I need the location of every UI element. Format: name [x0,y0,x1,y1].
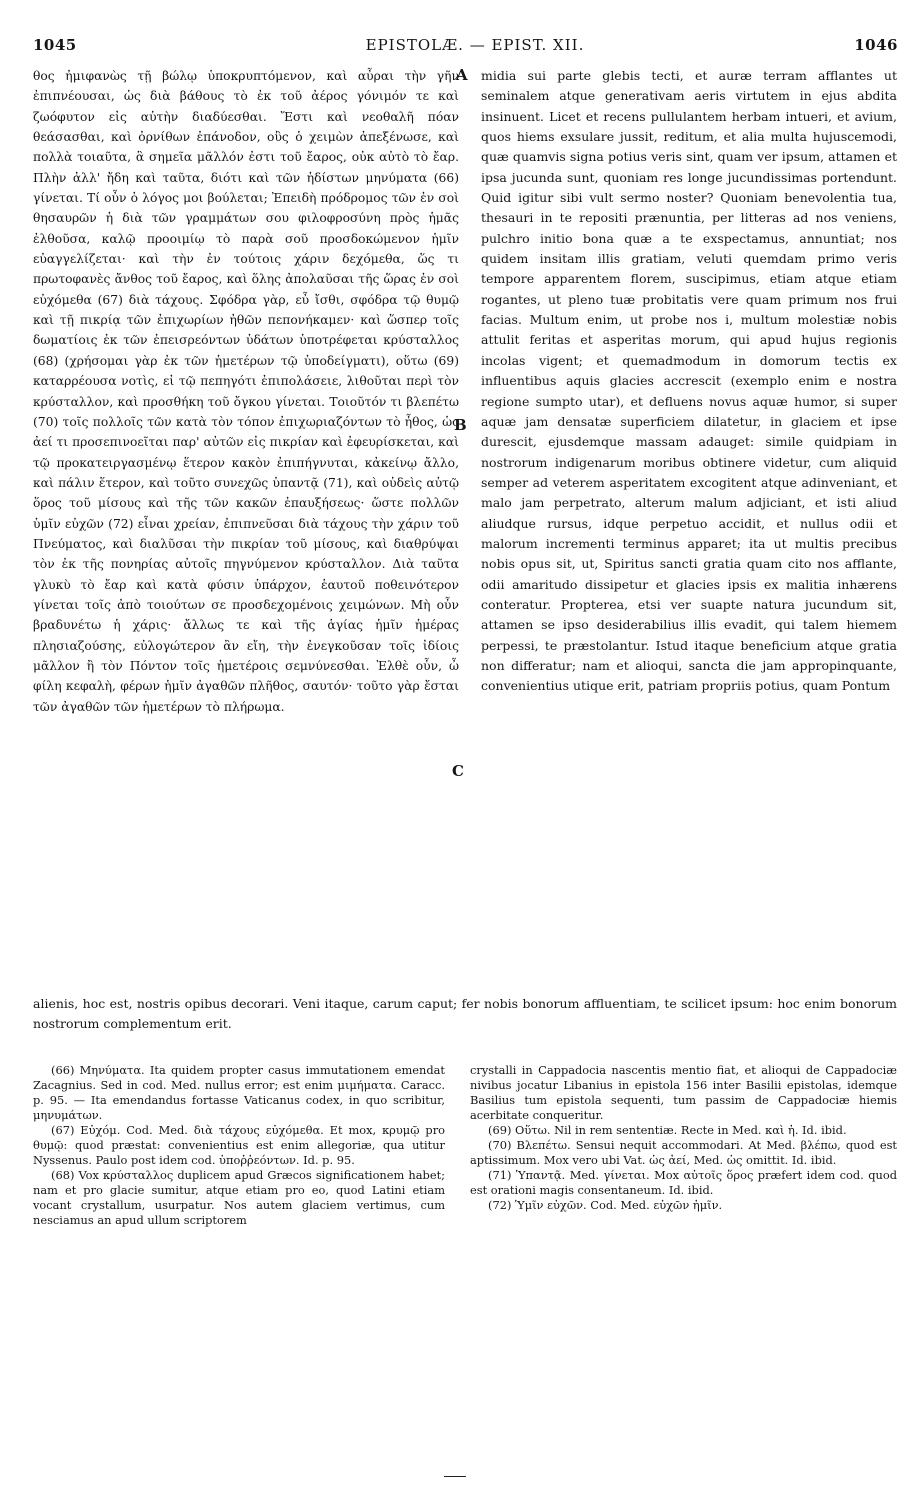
footnote-68-continuation: crystalli in Cappadocia nascentis mentio fiat, et alioqui de Cappadociæ nivibus jocatur Libanius in epistola 156 inter Basilii epistolas, idemque Basilius tum epistola sequenti, tum passim de Cappadociæ hiemis acerbitate conqueritur. [470,1063,897,1123]
latin-paragraph: midia sui parte glebis tecti, et auræ terram afflantes ut seminalem atque generativam aeris virtutem in ejus abdita insinuent. Licet et recens pullulantem herbam intueri, et avium, quos hiems exsulare jussit, reditum, et alia multa hujuscemodi, quæ quamvis signa potius veris sint, quam ver ipsum, attamen et ipsa jucunda sunt, quoniam res longe jucundissimas portendunt. Quid igitur sibi vult sermo noster? Quoniam benevolentia tua, thesauri in te repositi prænuntia, per litteras ad nos veniens, pulchro initio bona quæ a te exspectamus, annuntiat; nos quidem insitam illis gratiam, veluti quemdam primo veris tempore apparentem florem, suscipimus, etiam atque etiam rogantes, ut pleno tuæ probitatis vere quam primum nos frui facias. Multum enim, ut probe nos i, multum molestiæ nobis attulit feritas et asperitas morum, qui apud hujus regionis incolas vigent; et quemadmodum in domorum tectis ex influentibus aquis glacies accrescit (exemplo enim e nostra regione sumpto utar), et defluens novus aquæ humor, si super aquæ jam densatæ superficiem dilatetur, in glaciem et ipse durescit, ejusdemque massam adauget: simile quidpiam in nostrorum indigenarum moribus obtinere videtur, cum aliquid semper ad veterem asperitatem excogitent atque adinveniant, et malo jam perpetrato, alterum malum adjiciant, et isti aliud aliudque rursus, idque perpetuo accidit, et nullus odii et malorum incrementi terminus apparet; ita ut multis precibus nobis opus sit, ut, Spiritus sancti gratia quam cito nos afflante, odii amaritudo dissipetur et glacies ipsis ex malitia inhærens conteratur. Propterea, etsi ver suapte natura jucundum sit, attamen se ipso desiderabilius illis evadit, qui talem hiemem perpessi, te præstolantur. Istud itaque beneficium atque gratia non differatur; nam et alioqui, sancta die jam appropinquante, convenientius utique erit, patriam propriis potius, quam Pontum [481,68,897,694]
greek-paragraph: θος ἠμιφανὼς τῇ βώλῳ ὑποκρυπτόμενον, καὶ αὖραι τὴν γῆν ἐπιπνέουσαι, ὡς διὰ βάθους τὸ ἐκ τοῦ ἀέρος γόνιμόν τε καὶ ζωόφυτον εἰς αὐτὴν διαδύεσθαι. Ἔστι καὶ νεοθαλῆ πόαν θεάσασθαι, καὶ ὀρνίθων ἐπάνοδον, οὓς ὁ χειμὼν ἀπεξένωσε, καὶ πολλὰ τοιαῦτα, ἃ σημεῖα μᾶλλόν ἐστι τοῦ ἔαρος, οὐκ αὐτὸ τὸ ἔαρ. Πλὴν ἀλλ' ἤδη καὶ ταῦτα, διότι καὶ τῶν ἡδίστων μηνύματα (66) γίνεται. Τί οὖν ὁ λόγος μοι βούλεται; Ἐπειδὴ πρόδρομος τῶν ἐν σοὶ θησαυρῶν ἡ διὰ τῶν γραμμάτων σου φιλοφροσύνη πρὸς ἡμᾶς ἐλθοῦσα, καλῷ προοιμίῳ τὸ παρὰ σοῦ προσδοκώμενον ἡμῖν εὐαγγελίζεται· καὶ τὴν ἐν τούτοις χάριν δεχόμεθα, ὥς τι πρωτοφανὲς ἄνθος τοῦ ἔαρος, καὶ ὅλης ἀπολαῦσαι τῆς ὥρας ἐν σοὶ εὐχόμεθα (67) διὰ τάχους. Σφόδρα γὰρ, εὖ ἴσθι, σφόδρα τῷ θυμῷ καὶ τῇ πικρίᾳ τῶν ἐπιχωρίων ἠθῶν πεπονήκαμεν· καὶ ὥσπερ τοῖς δωματίοις ἐκ τῶν ἐπεισρεόντων ὑδάτων ὑποτρέφεται κρύσταλλος (68) (χρήσομαι γὰρ ἐκ τῶν ἡμετέρων τῷ ὑποδείγματι), οὕτω (69) καταρρέουσα νοτὶς, εἰ τῷ πεπηγότι ἐπιπολάσειε, λιθοῦται περὶ τὸν κρύσταλλον, καὶ προσθήκη τοῦ ὄγκου γίνεται. Τοιοῦτόν τι βλεπέτω (70) τοῖς πολλοῖς τῶν κατὰ τὸν τόπον ἐπιχωριαζόντων τὸ ἦθος, ὡς ἀεί τι προσεπινοεῖται παρ' αὐτῶν εἰς πικρίαν καὶ ἐφευρίσκεται, καὶ τῷ προκατειργασμένῳ ἕτερον κακὸν ἐπιπήγνυται, κἀκείνῳ ἄλλο, καὶ πάλιν ἕτερον, καὶ τοῦτο συνεχῶς ὑπαντᾷ (71), καὶ οὐδεὶς αὐτῷ ὅρος τοῦ μίσους καὶ τῆς τῶν κακῶν ἐπαυξήσεως· ὥστε πολλῶν ὑμῖν εὐχῶν (72) εἶναι χρείαν, ἐπιπνεῦσαι διὰ τάχους τὴν χάριν τοῦ Πνεύματος, καὶ διαλῦσαι τὴν πικρίαν τοῦ μίσους, καὶ διαθρύψαι τὸν ἐκ τῆς πονηρίας αὐτοῖς πηγνύμενον κρύσταλλον. Διὰ ταῦτα γλυκὺ τὸ ἔαρ καὶ κατὰ φύσιν ὑπάρχον, ἑαυτοῦ ποθεινότερον γίνεται τοῖς ἀπὸ τοιούτων σε προσδεχομένοις χειμώνων. Μὴ οὖν βραδυνέτω ἡ χάρις· ἄλλως τε καὶ τῆς ἁγίας ἡμῖν ἡμέρας πλησιαζούσης, εὐλογώτερον ἂν εἴη, τὴν ἐνεγκοῦσαν τοῖς ἰδίοις μᾶλλον ἢ τὸν Πόντον τοῖς ἡμετέροις σεμνύνεσθαι. Ἐλθὲ οὖν, ὦ φίλη κεφαλὴ, φέρων ἡμῖν ἀγαθῶν πλῆθος, σαυτόν· τοῦτο γὰρ ἔσται τῶν ἀγαθῶν τῶν ἡμετέρων τὸ πλήρωμα. [33,69,459,714]
running-title: EPISTOLÆ. — EPIST. XII. [365,36,585,54]
bottom-rule [444,1476,466,1477]
section-marker-a: A [456,66,468,84]
section-marker-b: B [454,416,467,434]
greek-text-column [33,66,459,717]
footnote-70: (70) Βλεπέτω. Sensui nequit accommodari. At Med. βλέπω, quod est aptissimum. Mox vero ubi Vat. ὡς ἀεί, Med. ὡς omittit. Id. ibid. [470,1138,897,1168]
left-page-number: 1045 [33,36,77,54]
latin-continuation [33,994,897,1035]
footnote-67: (67) Εὐχόμ. Cod. Med. διὰ τάχους εὐχόμεθα. Et mox, κρυμῷ pro θυμῷ: quod præstat: convenientius est enim allegoriæ, qua utitur Nyssenus. Paulo post idem cod. ὑποῤῥεόντων. Id. p. 95. [33,1123,445,1168]
latin-continuation-paragraph: alienis, hoc est, nostris opibus decorari. Veni itaque, carum caput; fer nobis bonorum affluentiam, te scilicet ipsum: hoc enim bonorum nostrorum complementum erit. [33,996,897,1032]
footnote-69: (69) Οὕτω. Nil in rem sententiæ. Recte in Med. καὶ ἡ. Id. ibid. [488,1123,847,1138]
footnote-71: (71) Ὑπαντᾷ. Med. γίνεται. Mox αὐτοῖς ὅρος præfert idem cod. quod est orationi magis consentaneum. Id. ibid. [470,1168,897,1198]
latin-text-column [481,66,897,697]
footnote-72: (72) Ὑμῖν εὐχῶν. Cod. Med. εὐχῶν ἡμῖν. [488,1198,723,1213]
footnote-66: (66) Μηνύματα. Ita quidem propter casus immutationem emendat Zacagnius. Sed in cod. Med. nullus error; est enim μιμήματα. Caracc. p. 95. — Ita emendandus fortasse Vaticanus codex, in quo scribitur, μηνυμάτων. [33,1063,445,1123]
right-page-number: 1046 [854,36,898,54]
footnote-68: (68) Vox κρύσταλλος duplicem apud Græcos significationem habet; nam et pro glacie sumitur, atque etiam pro eo, quod Latini etiam vocant crystallum, usurpatur. Nos autem glaciem vertimus, cum nesciamus an apud ullum scriptorem [33,1168,445,1228]
section-marker-c: C [452,762,464,780]
footnotes-left-column [33,1063,445,1229]
footnotes-right-column [470,1063,897,1213]
